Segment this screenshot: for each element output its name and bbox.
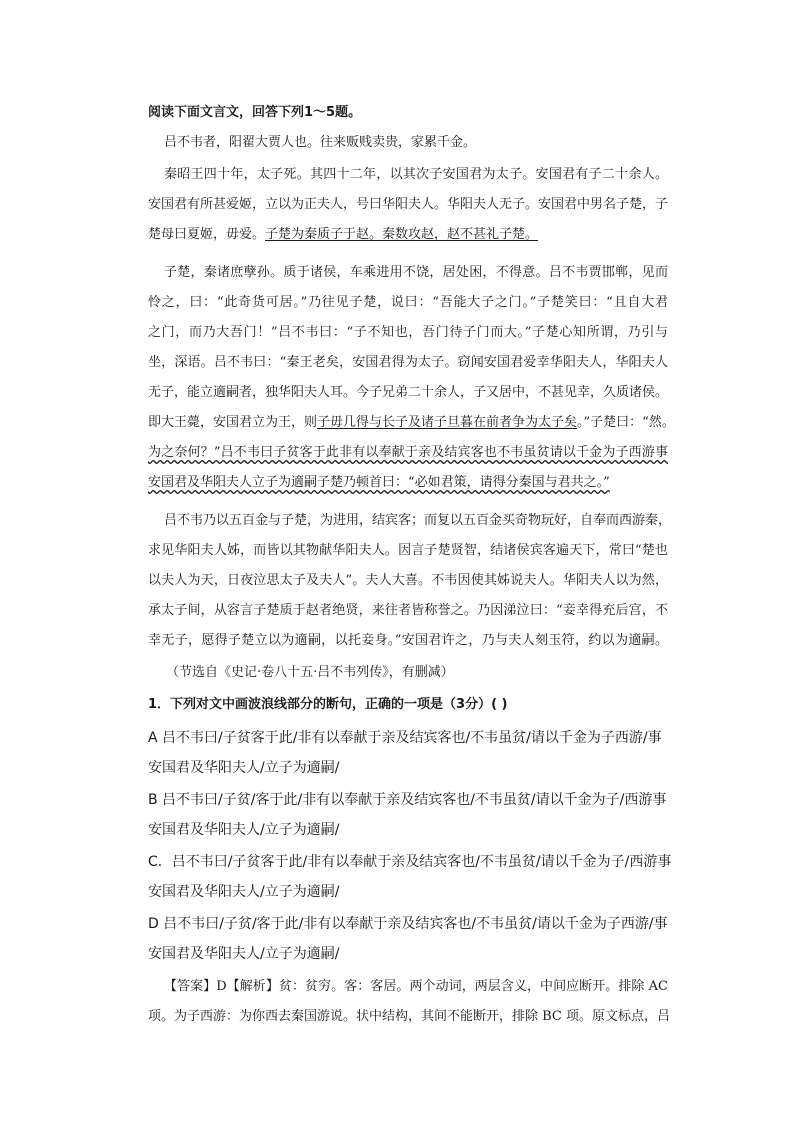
passage-line	[148, 226, 668, 244]
choice-c-line: C．吕不韦曰/子贫客于此/非有以奉献于亲及结宾客也/不韦虽贫/请以千金为子/西游事	[148, 854, 672, 870]
passage-text: 即大王薨，安国君立为王，则	[148, 415, 318, 430]
passage-line: 子楚，秦诸庶孽孙。质于诸侯，车乘进用不饶，居处困，不得意。吕不韦贾邯郸，见而	[164, 265, 668, 280]
choice-b-line: 安国君及华阳夫人/立子为適嗣/	[148, 822, 340, 838]
passage-line: 坐，深语。吕不韦曰：“秦王老矣，安国君得为太子。窃闻安国君爱幸华阳夫人，华阳夫人	[148, 355, 668, 370]
choice-c-line: 安国君及华阳夫人/立子为適嗣/	[148, 884, 340, 900]
choice-a-line: A 吕不韦曰/子贫客于此/非有以奉献于亲及结宾客也/不韦虽贫/请以千金为子西游/事	[148, 730, 662, 746]
reading-heading: 阅读下面文言文，回答下列1～5题。	[148, 105, 362, 120]
wavy-underlined-line: 为之奈何？”吕不韦曰子贫客于此非有以奉献于亲及结宾客也不韦虽贫请以千金为子西游事	[148, 445, 668, 460]
passage-line: 秦昭王四十年，太子死。其四十二年，以其次子安国君为太子。安国君有子二十余人。	[164, 167, 668, 182]
passage-line: 幸无子，愿得子楚立以为適嗣，以托妾身。”安国君许之，乃与夫人刻玉符，约以为適嗣。	[148, 633, 668, 648]
passage-text: 。”子楚曰：“然。	[577, 415, 675, 430]
choice-d-line: 安国君及华阳夫人/立子为適嗣/	[148, 946, 340, 962]
source-note: （节选自《史记·卷八十五·吕不韦列传》，有删减）	[166, 665, 454, 680]
passage-line	[148, 474, 668, 492]
underlined-sentence: 子毋几得与长子及诸子旦暮在前者争为太子矣	[317, 415, 578, 430]
passage-line: 安国君有所甚爱姬，立以为正夫人，号曰华阳夫人。华阳夫人无子。安国君中男名子楚，子	[148, 197, 669, 212]
choice-b-line: B 吕不韦曰/子贫/客于此/非有以奉献于亲及结宾客也/不韦虽贫/请以千金为子/西游事	[148, 792, 667, 808]
answer-line: 【答案】D【解析】贫：贫穷。客：客居。两个动词，两层含义，中间应断开。排除 AC	[164, 979, 668, 994]
passage-line: 以夫人为天，日夜泣思太子及夫人”。夫人大喜。不韦因使其姊说夫人。华阳夫人以为然，	[148, 573, 668, 588]
passage-line: 无子，能立適嗣者，独华阳夫人耳。今子兄弟二十余人，子又居中，不甚见幸，久质诸侯。	[148, 385, 669, 400]
passage-line: 承太子间，从容言子楚质于赵者绝贤，来往者皆称誉之。乃因涕泣曰：“妾幸得充后宫，不	[148, 603, 668, 618]
passage-line: 吕不韦乃以五百金与子楚，为进用，结宾客；而复以五百金买奇物玩好，自奉而西游秦，	[164, 513, 672, 528]
passage-text: 楚母曰夏姬，毋爱。	[148, 227, 266, 242]
passage-line: 之门，而乃大吾门！”吕不韦曰：“子不知也，吾门待子门而大。”子楚心知所谓，乃引与	[148, 325, 668, 340]
choice-d-line: D 吕不韦曰/子贫/客于此/非有以奉献于亲及结宾客也/不韦虽贫/请以千金为子西游/事	[148, 916, 668, 932]
passage-line	[148, 414, 675, 432]
wavy-underlined-text: 安国君及华阳夫人立子为適嗣子楚乃顿首曰：“必如君策，请得分秦国与君共之。”	[148, 475, 610, 490]
underlined-sentence: 子楚为秦质子于赵。秦数攻赵，赵不甚礼子楚。	[265, 227, 539, 242]
passage-line: 求见华阳夫人姊，而皆以其物献华阳夫人。因言子楚贤智，结诸侯宾客遍天下，常曰“楚也	[148, 543, 668, 558]
choice-a-line: 安国君及华阳夫人/立子为適嗣/	[148, 760, 340, 776]
passage-line: 怜之，曰：“此奇货可居。”乃往见子楚，说曰：“吾能大子之门。”子楚笑曰：“且自大君	[148, 295, 668, 310]
answer-line: 项。为子西游：为你西去秦国游说。状中结构，其间不能断开，排除 BC 项。原文标点，吕	[148, 1009, 671, 1024]
passage-line: 吕不韦者，阳翟大贾人也。往来贩贱卖贵，家累千金。	[164, 135, 477, 150]
question-1: 1．下列对文中画波浪线部分的断句，正确的一项是（3分）( )	[148, 697, 508, 712]
